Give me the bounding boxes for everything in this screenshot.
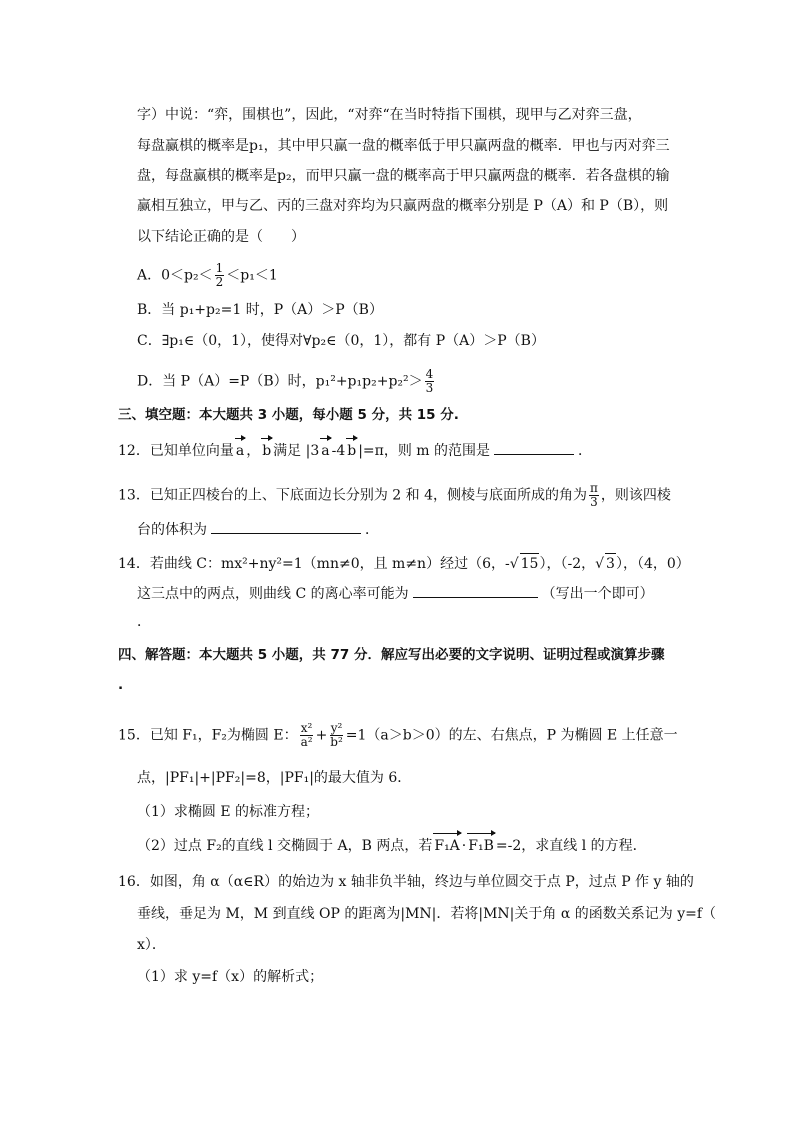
fraction-denominator: a²: [300, 735, 313, 749]
vector-a: a: [235, 443, 245, 459]
section-4-tail: .: [118, 677, 124, 693]
fraction-denominator: b²: [330, 735, 343, 749]
section-3-title: 三、填空题：本大题共 3 小题，每小题 5 分，共 15 分.: [118, 407, 459, 423]
option-b: B．当 p₁+p₂=1 时，P（A）＞P（B）: [137, 302, 383, 318]
question-16-line-3: x）．: [137, 937, 166, 953]
fraction-numerator: y²: [330, 721, 343, 735]
intro-line-2: 每盘赢棋的概率是p₁，其中甲只赢一盘的概率低于甲只赢两盘的概率．甲也与丙对弈三: [137, 138, 670, 154]
q13-end: ．: [365, 522, 379, 538]
intro-line-3: 盘，每盘赢棋的概率是p₂，而甲只赢一盘的概率高于甲只赢两盘的概率．若各盘棋的输: [137, 168, 670, 184]
option-a-label: A．: [137, 267, 162, 284]
q15-fraction-x: [300, 722, 314, 749]
q14-text-3: ），（4，0）: [615, 556, 690, 572]
fraction-numerator: 1: [215, 261, 224, 275]
q14-text-1: 14．若曲线 C：mx²+ny²=1（mn≠0，且 m≠n）经过（6，-: [118, 556, 510, 572]
question-16-line-2: 垂线，垂足为 M，M 到直线 OP 的距离为|MN|．若将|MN|关于角 α 的函数关系记为 y=f（: [137, 906, 717, 922]
q14-text-4: 这三点中的两点，则曲线 C 的离心率可能为: [137, 586, 409, 602]
question-13: [118, 482, 671, 509]
question-15-line-2: 点，|PF₁|+|PF₂|=8，|PF₁|的最大值为 6．: [137, 770, 412, 786]
q13-text-1: 13．已知正四棱台的上、下底面边长分别为 2 和 4，侧棱与底面所成的角为: [118, 487, 587, 504]
sqrt-sign: √: [595, 556, 605, 572]
question-15-part-1: （1）求椭圆 E 的标准方程；: [137, 804, 320, 820]
fraction-denominator: 3: [590, 495, 598, 509]
vector-f1b: F₁B: [468, 838, 494, 854]
sqrt-sign: √: [509, 556, 519, 572]
q14-text-2: ），（-2，: [539, 556, 596, 572]
q12-end: ．: [578, 443, 593, 459]
vector-a-2: a: [321, 443, 330, 459]
question-14-end: ．: [137, 614, 151, 630]
q13-fraction: [589, 482, 599, 509]
q15-plus: +: [315, 727, 328, 744]
sqrt-radicand-1: 15: [520, 553, 540, 574]
q12-text-1: 12．已知单位向量: [118, 443, 234, 459]
option-a: [137, 262, 278, 289]
q15-text-2: =1（a＞b＞0）的左、右焦点，P 为椭圆 E 上任意一: [345, 727, 678, 744]
fraction-numerator: x²: [300, 721, 313, 735]
answer-blank: [494, 440, 574, 455]
q15-text-1: 15．已知 F₁，F₂为椭圆 E：: [118, 727, 298, 744]
q12-separator: ，: [246, 443, 261, 459]
q15-fraction-y: [329, 722, 344, 749]
option-a-math-2: ＜p₁＜1: [226, 267, 278, 284]
q13-text-2: ，则该四棱: [600, 487, 671, 504]
intro-line-5: 以下结论正确的是（ ）: [137, 229, 305, 245]
option-a-fraction: [215, 262, 225, 289]
question-15: [118, 722, 678, 749]
question-15-part-2: [137, 836, 647, 856]
question-16: 16．如图，角 α（α∈R）的始边为 x 轴非负半轴，终边与单位圆交于点 P，过点 P 作 y 轴的: [118, 874, 694, 890]
section-4-title: 四、解答题：本大题共 5 小题，共 77 分．解应写出必要的文字说明、证明过程或演算步骤: [118, 647, 665, 663]
option-d-fraction: [425, 368, 435, 395]
q15-part-2-text-1: （2）过点 F₂的直线 l 交椭圆于 A，B 两点，若: [137, 838, 433, 854]
vector-b-2: b: [347, 443, 357, 459]
intro-line-1: 字）中说：“弈，围棋也”，因此，“对弈“在当时特指下围棋，现甲与乙对弈三盘，: [137, 107, 642, 123]
q14-text-5: （写出一个即可）: [541, 586, 654, 602]
q12-text-2: 满足 |3: [273, 443, 320, 459]
option-d-text: D．当 P（A）=P（B）时，p₁²+p₁p₂+p₂²＞: [137, 373, 423, 390]
fraction-denominator: 2: [215, 275, 224, 289]
question-12: [118, 440, 592, 461]
question-16-part-1: （1）求 y=f（x）的解析式；: [137, 969, 324, 985]
fraction-denominator: 3: [425, 381, 434, 395]
option-d: [137, 368, 436, 395]
sqrt-radicand-2: 3: [605, 553, 616, 574]
fraction-numerator: π: [589, 481, 598, 495]
option-c: C．∃p₁∈（0，1），使得对∀p₂∈（0，1），都有 P（A）＞P（B）: [137, 333, 545, 349]
vector-f1a: F₁A: [434, 838, 460, 854]
answer-blank: [211, 519, 361, 534]
q12-text-3: -4: [331, 443, 346, 459]
q13-text-3: 台的体积为: [137, 522, 207, 538]
fraction-numerator: 4: [425, 367, 434, 381]
dot-operator: ·: [461, 838, 467, 854]
question-14-line-2: [137, 583, 654, 604]
q12-text-4: |=π，则 m 的范围是: [358, 443, 491, 459]
answer-blank: [413, 583, 538, 598]
q15-part-2-text-2: =-2，求直线 l 的方程．: [495, 838, 647, 854]
vector-b: b: [262, 443, 272, 459]
intro-line-4: 赢相互独立，甲与乙、丙的三盘对弈均为只赢两盘的概率分别是 P（A）和 P（B），则: [137, 198, 669, 214]
option-a-math-1: 0＜p₂＜: [161, 267, 213, 284]
question-14: [118, 553, 690, 574]
question-13-line-2: [137, 519, 379, 540]
